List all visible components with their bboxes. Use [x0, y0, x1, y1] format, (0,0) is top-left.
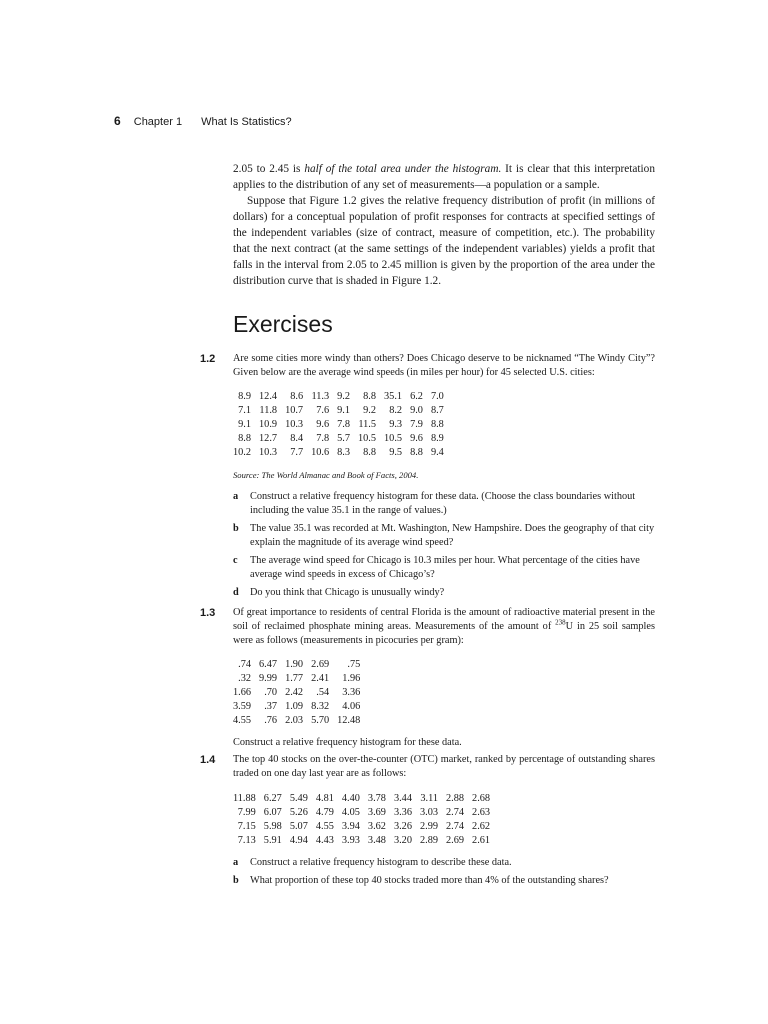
table-cell: 8.8: [363, 447, 377, 458]
chapter-title: What Is Statistics?: [201, 116, 292, 128]
table-row: [233, 792, 498, 806]
table-cell: 8.8: [238, 433, 252, 444]
table-cell: 7.15: [237, 821, 256, 832]
table-cell: 10.6: [311, 447, 330, 458]
table-cell: .76: [264, 715, 278, 726]
table-cell: 5.70: [311, 715, 330, 726]
table-cell: 8.8: [363, 391, 377, 402]
part-text: The average wind speed for Chicago is 10.3 miles per hour. What percentage of the cities have average wind speeds in excess of Chicago’s?: [250, 555, 640, 580]
table-cell: 11.8: [259, 405, 278, 416]
chapter-label: Chapter 1: [133, 116, 183, 128]
table-cell: 1.77: [285, 673, 304, 684]
table-cell: 6.47: [259, 659, 278, 670]
table-row: [233, 700, 368, 714]
part-text: Construct a relative frequency histogram for these data. (Choose the class boundaries without including the value 35.1 in the range of values.): [250, 491, 636, 516]
table-cell: 1.96: [342, 673, 361, 684]
table-cell: 2.63: [472, 807, 491, 818]
source-note: Source: The World Almanac and Book of Facts, 2004.: [233, 470, 419, 480]
table-cell: 3.93: [341, 835, 360, 846]
page-number: 6: [114, 114, 121, 128]
table-cell: 12.7: [259, 433, 278, 444]
table-cell: 6.27: [263, 793, 282, 804]
table-cell: 3.20: [393, 835, 412, 846]
exercise-number: 1.3: [200, 607, 216, 619]
part-text: Construct a relative frequency histogram to describe these data.: [250, 857, 512, 868]
table-cell: 8.8: [410, 447, 423, 458]
table-cell: 10.3: [285, 419, 304, 430]
table-cell: 10.3: [259, 447, 278, 458]
part-text: The value 35.1 was recorded at Mt. Washington, New Hampshire. Does the geography of that city explain the magnitude of its average wind speed?: [250, 523, 655, 548]
table-cell: 9.0: [410, 405, 423, 416]
table-cell: 6.07: [263, 807, 282, 818]
table-cell: 4.40: [341, 793, 360, 804]
table-cell: 4.94: [289, 835, 308, 846]
table-cell: 35.1: [384, 391, 403, 402]
table-cell: 7.99: [237, 807, 256, 818]
table-cell: 9.1: [238, 419, 252, 430]
table-cell: 8.4: [290, 433, 304, 444]
part-label: c: [233, 555, 238, 566]
table-cell: 5.07: [289, 821, 308, 832]
table-cell: 9.2: [363, 405, 377, 416]
table-row: [233, 658, 368, 672]
table-cell: 3.78: [367, 793, 386, 804]
table-cell: 2.62: [472, 821, 491, 832]
table-cell: 2.89: [419, 835, 439, 846]
table-cell: 5.49: [289, 793, 308, 804]
running-header: [114, 114, 292, 128]
table-cell: 7.7: [290, 447, 304, 458]
exercise-task: Construct a relative frequency histogram for these data.: [233, 737, 462, 748]
table-cell: 9.3: [389, 419, 403, 430]
table-cell: 2.68: [472, 793, 491, 804]
table-cell: 3.36: [342, 687, 361, 698]
table-cell: 2.61: [472, 835, 491, 846]
emphasis: half of the total area under the histogram.: [304, 163, 502, 175]
table-cell: 10.7: [285, 405, 304, 416]
table-cell: 3.26: [393, 821, 412, 832]
otc-stocks-table: [233, 792, 498, 848]
exercise-part: [233, 586, 655, 600]
exercise-prompt: Of great importance to residents of central Florida is the amount of radioactive material present in the soil of reclaimed phosphate mining areas. Measurements of the amount of $^{238}$U in 25 soil samples were as follows (measurements in picocuries per gram):: [233, 607, 655, 646]
table-cell: 4.43: [315, 835, 334, 846]
table-cell: 7.6: [316, 405, 330, 416]
table-cell: 10.9: [259, 419, 278, 430]
table-cell: 9.99: [259, 673, 278, 684]
table-row: [233, 806, 498, 820]
table-cell: 1.09: [285, 701, 304, 712]
table-cell: 1.90: [285, 659, 304, 670]
table-row: [233, 672, 368, 686]
part-label: b: [233, 875, 239, 886]
table-cell: 8.32: [311, 701, 330, 712]
part-text: What proportion of these top 40 stocks traded more than 4% of the outstanding shares?: [250, 875, 609, 886]
table-cell: 3.59: [233, 701, 252, 712]
table-cell: 3.48: [367, 835, 386, 846]
table-row: [233, 714, 368, 728]
intro-paragraph-1: 2.05 to 2.45 is half of the total area under the histogram. It is clear that this interpretation applies to the distribution of any set of measurements—a population or a sample.: [233, 163, 655, 191]
table-row: [233, 390, 452, 404]
table-row: [233, 820, 498, 834]
table-cell: 3.69: [367, 807, 386, 818]
table-cell: 2.69: [311, 659, 330, 670]
table-cell: 9.4: [430, 447, 444, 458]
table-cell: 3.44: [393, 793, 412, 804]
table-cell: 2.69: [446, 835, 465, 846]
table-cell: 8.2: [389, 405, 403, 416]
exercise-prompt: The top 40 stocks on the over-the-counter (OTC) market, ranked by percentage of outstanding shares traded on one day last year are as follows:: [233, 754, 655, 779]
table-row: [233, 404, 452, 418]
exercise-1-2: [200, 352, 655, 600]
table-cell: .37: [264, 701, 278, 712]
table-row: [233, 446, 452, 460]
exercise-number: 1.4: [200, 754, 216, 766]
exercise-number: 1.2: [200, 353, 216, 365]
table-cell: 7.1: [238, 405, 252, 416]
table-cell: 8.8: [430, 419, 444, 430]
table-cell: 4.55: [233, 715, 252, 726]
part-label: d: [233, 587, 239, 598]
part-label: a: [233, 857, 239, 868]
table-cell: .74: [238, 659, 252, 670]
table-cell: 6.2: [410, 391, 423, 402]
table-cell: .75: [347, 659, 361, 670]
exercise-part: [233, 522, 655, 550]
table-cell: 8.9: [430, 433, 444, 444]
table-cell: 4.55: [315, 821, 334, 832]
intro-text: [233, 161, 655, 289]
table-cell: 3.94: [341, 821, 360, 832]
table-cell: 7.0: [430, 391, 444, 402]
intro-paragraph-2: Suppose that Figure 1.2 gives the relative frequency distribution of profit (in millions of dollars) for a conceptual population of profit responses for contracts at specified settings of the independent variables (size of contract, measure of competition, etc.). The probability that the next contract (at the same settings of the independent variables) yields a profit that falls in the interval from 2.05 to 2.45 million is given by the proportion of the area under the distribution curve that is shaded in Figure 1.2.: [233, 195, 655, 287]
table-cell: .70: [264, 687, 278, 698]
table-cell: 3.62: [367, 821, 386, 832]
exercise-1-4: [200, 753, 655, 888]
exercise-1-3: [200, 606, 655, 750]
table-cell: 9.2: [337, 391, 350, 402]
table-cell: .32: [238, 673, 252, 684]
table-cell: 7.9: [410, 419, 423, 430]
table-cell: 4.06: [342, 701, 361, 712]
wind-speed-table: [233, 390, 452, 460]
table-cell: 5.7: [337, 433, 350, 444]
table-cell: 9.6: [316, 419, 330, 430]
exercise-part: [233, 490, 655, 518]
table-cell: 1.66: [233, 687, 252, 698]
table-cell: 4.79: [315, 807, 334, 818]
table-row: [233, 432, 452, 446]
table-cell: 2.42: [285, 687, 304, 698]
table-cell: 11.5: [358, 419, 377, 430]
table-cell: 2.03: [285, 715, 304, 726]
table-cell: 11.3: [311, 391, 330, 402]
table-cell: 10.2: [233, 447, 252, 458]
table-cell: 5.91: [263, 835, 282, 846]
table-cell: 5.26: [289, 807, 308, 818]
table-cell: 3.03: [419, 807, 439, 818]
table-cell: .54: [316, 687, 330, 698]
table-cell: 12.48: [337, 715, 361, 726]
table-cell: 7.13: [237, 835, 256, 846]
part-text: Do you think that Chicago is unusually windy?: [250, 587, 445, 598]
part-label: b: [233, 523, 239, 534]
table-cell: 9.1: [337, 405, 350, 416]
exercise-part: [233, 554, 655, 582]
exercise-part: [233, 874, 655, 888]
part-label: a: [233, 491, 239, 502]
table-cell: 9.5: [389, 447, 403, 458]
soil-measurement-table: [233, 658, 368, 728]
table-cell: 10.5: [384, 433, 403, 444]
table-cell: 11.88: [233, 793, 256, 804]
table-cell: 8.6: [290, 391, 304, 402]
table-row: [233, 418, 452, 432]
table-cell: 10.5: [358, 433, 377, 444]
table-cell: 8.3: [337, 447, 350, 458]
table-cell: 9.6: [410, 433, 423, 444]
table-cell: 8.9: [238, 391, 252, 402]
table-cell: 12.4: [259, 391, 278, 402]
table-cell: 3.36: [393, 807, 412, 818]
section-heading: Exercises: [233, 311, 333, 337]
table-cell: 7.8: [337, 419, 350, 430]
table-cell: 4.05: [341, 807, 360, 818]
exercise-part: [233, 856, 655, 870]
table-row: [233, 834, 498, 848]
table-cell: 3.11: [420, 793, 439, 804]
table-cell: 2.99: [419, 821, 439, 832]
table-cell: 5.98: [263, 821, 282, 832]
table-cell: 7.8: [316, 433, 330, 444]
table-row: [233, 686, 368, 700]
table-cell: 2.41: [311, 673, 330, 684]
table-cell: 2.74: [446, 821, 465, 832]
table-cell: 2.74: [446, 807, 465, 818]
table-cell: 2.88: [446, 793, 465, 804]
exercise-prompt: Are some cities more windy than others? Does Chicago deserve to be nicknamed “The Windy City”? Given below are the average wind speeds (in miles per hour) for 45 selected U.S. cities:: [233, 353, 655, 378]
table-cell: 4.81: [315, 793, 334, 804]
table-cell: 8.7: [430, 405, 444, 416]
